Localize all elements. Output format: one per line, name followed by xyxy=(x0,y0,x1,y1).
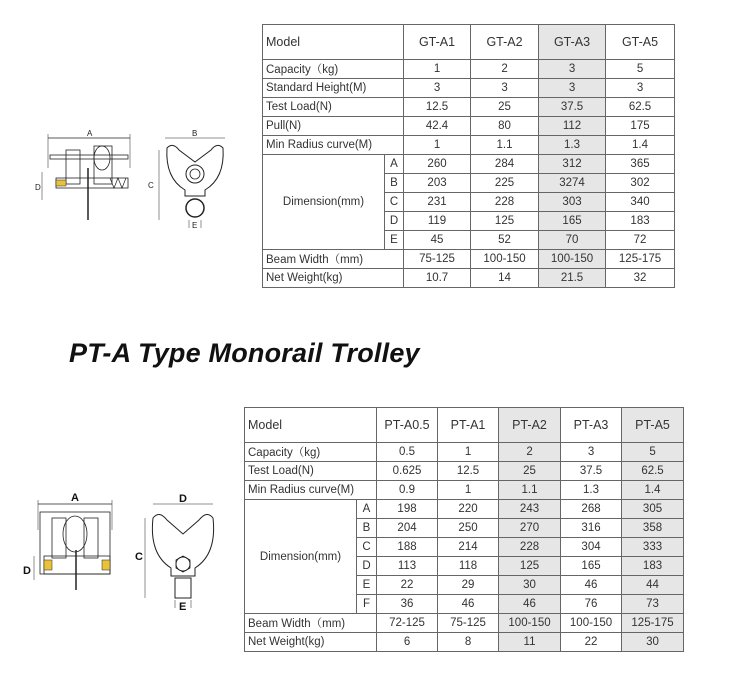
table-row xyxy=(263,250,675,269)
cell: 3 xyxy=(539,79,606,98)
cell: 1 xyxy=(438,443,499,462)
cell: 30 xyxy=(499,576,561,595)
cell: 220 xyxy=(438,500,499,519)
cell: 72-125 xyxy=(377,614,438,633)
gt-model-label: Model xyxy=(263,25,404,60)
cell: 42.4 xyxy=(404,117,471,136)
row-label: Capacity（kg) xyxy=(263,60,404,79)
cell: 165 xyxy=(539,212,606,231)
cell: 112 xyxy=(539,117,606,136)
cell: 30 xyxy=(622,633,684,652)
cell: 75-125 xyxy=(404,250,471,269)
cell: 228 xyxy=(471,193,539,212)
cell: 125 xyxy=(499,557,561,576)
cell: 1.1 xyxy=(471,136,539,155)
dim-key: E xyxy=(385,231,404,250)
cell: 45 xyxy=(404,231,471,250)
cell: 10.7 xyxy=(404,269,471,288)
cell: 113 xyxy=(377,557,438,576)
cell: 1 xyxy=(438,481,499,500)
cell: 46 xyxy=(499,595,561,614)
cell: 25 xyxy=(471,98,539,117)
cell: 303 xyxy=(539,193,606,212)
pt-spec-table xyxy=(244,407,684,652)
pt-model-1: PT-A0.5 xyxy=(377,408,438,443)
gt-dimension-label: Dimension(mm) xyxy=(263,155,385,250)
cell: 243 xyxy=(499,500,561,519)
gt-model-1: GT-A1 xyxy=(404,25,471,60)
cell: 8 xyxy=(438,633,499,652)
table-row xyxy=(245,633,684,652)
row-label: Net Weight(kg) xyxy=(245,633,377,652)
cell: 37.5 xyxy=(539,98,606,117)
cell: 3 xyxy=(561,443,622,462)
table-row xyxy=(245,614,684,633)
gt-side-drawing xyxy=(34,128,134,228)
dim-key: D xyxy=(385,212,404,231)
cell: 302 xyxy=(606,174,675,193)
cell: 175 xyxy=(606,117,675,136)
gt-front-drawing xyxy=(145,128,235,238)
cell: 29 xyxy=(438,576,499,595)
dim-key: B xyxy=(385,174,404,193)
cell: 165 xyxy=(561,557,622,576)
table-row xyxy=(245,443,684,462)
cell: 250 xyxy=(438,519,499,538)
cell: 305 xyxy=(622,500,684,519)
dim-key: B xyxy=(357,519,377,538)
cell: 198 xyxy=(377,500,438,519)
cell: 3 xyxy=(606,79,675,98)
cell: 188 xyxy=(377,538,438,557)
cell: 268 xyxy=(561,500,622,519)
cell: 340 xyxy=(606,193,675,212)
cell: 2 xyxy=(471,60,539,79)
dim-key: C xyxy=(385,193,404,212)
cell: 260 xyxy=(404,155,471,174)
row-label: Min Radius curve(M) xyxy=(263,136,404,155)
cell: 11 xyxy=(499,633,561,652)
cell: 1 xyxy=(404,60,471,79)
cell: 225 xyxy=(471,174,539,193)
row-label: Beam Width（mm) xyxy=(245,614,377,633)
cell: 37.5 xyxy=(561,462,622,481)
cell: 1.3 xyxy=(561,481,622,500)
cell: 1.3 xyxy=(539,136,606,155)
cell: 44 xyxy=(622,576,684,595)
table-row xyxy=(245,500,684,519)
cell: 1 xyxy=(404,136,471,155)
cell: 183 xyxy=(606,212,675,231)
pt-model-4: PT-A3 xyxy=(561,408,622,443)
cell: 183 xyxy=(622,557,684,576)
dim-key: F xyxy=(357,595,377,614)
cell: 125 xyxy=(471,212,539,231)
cell: 12.5 xyxy=(404,98,471,117)
pt-model-label: Model xyxy=(245,408,377,443)
cell: 46 xyxy=(561,576,622,595)
cell: 5 xyxy=(606,60,675,79)
pt-dimension-label: Dimension(mm) xyxy=(245,500,357,614)
gt-side-label-a: A xyxy=(87,129,93,138)
cell: 3274 xyxy=(539,174,606,193)
cell: 46 xyxy=(438,595,499,614)
table-row xyxy=(263,117,675,136)
cell: 70 xyxy=(539,231,606,250)
cell: 100-150 xyxy=(499,614,561,633)
cell: 36 xyxy=(377,595,438,614)
dim-key: A xyxy=(357,500,377,519)
cell: 125-175 xyxy=(622,614,684,633)
gt-front-label-c: C xyxy=(148,181,154,190)
table-row xyxy=(263,79,675,98)
cell: 21.5 xyxy=(539,269,606,288)
cell: 73 xyxy=(622,595,684,614)
pt-model-2: PT-A1 xyxy=(438,408,499,443)
gt-model-4: GT-A5 xyxy=(606,25,675,60)
cell: 3 xyxy=(404,79,471,98)
table-row xyxy=(263,136,675,155)
cell: 358 xyxy=(622,519,684,538)
table-row xyxy=(245,462,684,481)
pt-model-3: PT-A2 xyxy=(499,408,561,443)
table-row xyxy=(263,60,675,79)
gt-spec-table xyxy=(262,24,675,288)
table-row xyxy=(245,481,684,500)
cell: 62.5 xyxy=(606,98,675,117)
cell: 304 xyxy=(561,538,622,557)
cell: 2 xyxy=(499,443,561,462)
cell: 0.9 xyxy=(377,481,438,500)
dim-key: C xyxy=(357,538,377,557)
cell: 32 xyxy=(606,269,675,288)
pt-front-label-c: C xyxy=(135,551,143,563)
cell: 214 xyxy=(438,538,499,557)
cell: 333 xyxy=(622,538,684,557)
pt-side-label-a: A xyxy=(71,492,79,504)
row-label: Net Weight(kg) xyxy=(263,269,404,288)
gt-front-label-e: E xyxy=(192,221,198,230)
dim-key: D xyxy=(357,557,377,576)
cell: 1.4 xyxy=(622,481,684,500)
cell: 76 xyxy=(561,595,622,614)
cell: 14 xyxy=(471,269,539,288)
gt-side-label-d: D xyxy=(35,183,41,192)
cell: 100-150 xyxy=(561,614,622,633)
pt-side-label-d: D xyxy=(23,565,31,577)
table-row xyxy=(263,98,675,117)
table-row xyxy=(263,155,675,174)
cell: 6 xyxy=(377,633,438,652)
cell: 316 xyxy=(561,519,622,538)
cell: 3 xyxy=(539,60,606,79)
cell: 203 xyxy=(404,174,471,193)
cell: 22 xyxy=(561,633,622,652)
cell: 100-150 xyxy=(471,250,539,269)
gt-model-2: GT-A2 xyxy=(471,25,539,60)
cell: 3 xyxy=(471,79,539,98)
cell: 270 xyxy=(499,519,561,538)
cell: 62.5 xyxy=(622,462,684,481)
row-label: Test Load(N) xyxy=(263,98,404,117)
cell: 312 xyxy=(539,155,606,174)
row-label: Standard Height(M) xyxy=(263,79,404,98)
cell: 284 xyxy=(471,155,539,174)
cell: 0.5 xyxy=(377,443,438,462)
gt-model-3: GT-A3 xyxy=(539,25,606,60)
row-label: Beam Width（mm) xyxy=(263,250,404,269)
dim-key: E xyxy=(357,576,377,595)
cell: 125-175 xyxy=(606,250,675,269)
cell: 365 xyxy=(606,155,675,174)
pt-front-label-e: E xyxy=(179,601,187,612)
cell: 22 xyxy=(377,576,438,595)
pt-model-5: PT-A5 xyxy=(622,408,684,443)
row-label: Min Radius curve(M) xyxy=(245,481,377,500)
cell: 228 xyxy=(499,538,561,557)
row-label: Test Load(N) xyxy=(245,462,377,481)
cell: 1.1 xyxy=(499,481,561,500)
cell: 72 xyxy=(606,231,675,250)
pt-front-label-d: D xyxy=(179,493,187,505)
pt-front-drawing xyxy=(133,490,223,612)
cell: 75-125 xyxy=(438,614,499,633)
cell: 52 xyxy=(471,231,539,250)
row-label: Pull(N) xyxy=(263,117,404,136)
cell: 0.625 xyxy=(377,462,438,481)
section-title: PT-A Type Monorail Trolley xyxy=(69,338,420,368)
gt-front-label-b: B xyxy=(192,129,198,138)
row-label: Capacity（kg) xyxy=(245,443,377,462)
dim-key: A xyxy=(385,155,404,174)
cell: 119 xyxy=(404,212,471,231)
cell: 100-150 xyxy=(539,250,606,269)
cell: 12.5 xyxy=(438,462,499,481)
pt-side-drawing xyxy=(22,490,122,600)
cell: 204 xyxy=(377,519,438,538)
cell: 5 xyxy=(622,443,684,462)
pt-header-row xyxy=(245,408,684,443)
cell: 80 xyxy=(471,117,539,136)
table-row xyxy=(263,269,675,288)
cell: 25 xyxy=(499,462,561,481)
cell: 1.4 xyxy=(606,136,675,155)
gt-header-row xyxy=(263,25,675,60)
cell: 231 xyxy=(404,193,471,212)
cell: 118 xyxy=(438,557,499,576)
